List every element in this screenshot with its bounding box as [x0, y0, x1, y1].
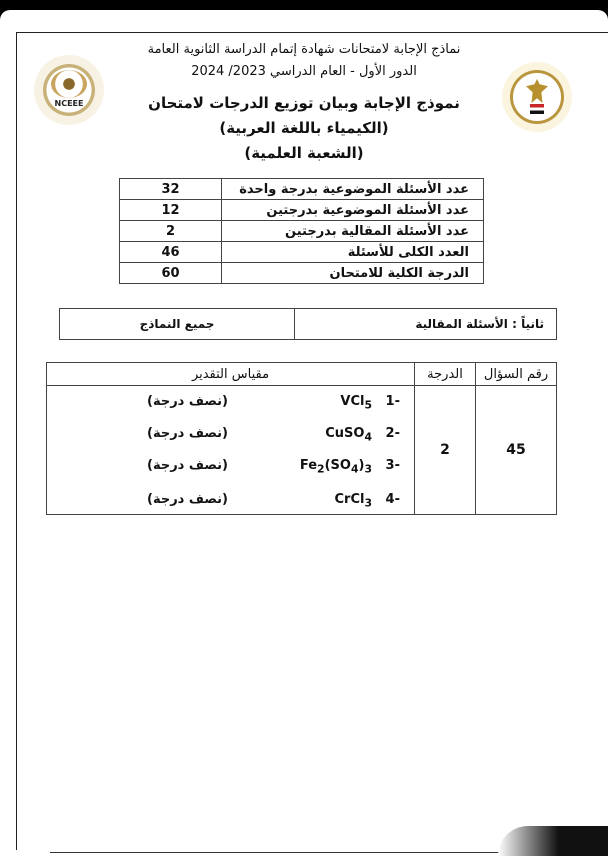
item-number: -2: [385, 426, 400, 441]
rubric-item: [47, 458, 414, 478]
rubric-cell: [47, 386, 415, 515]
summary-value: 32: [120, 179, 222, 200]
section-row: [60, 309, 557, 340]
document-page: [0, 10, 608, 856]
header-rubric: مقياس التقدير: [47, 363, 415, 386]
summary-table: [119, 178, 484, 284]
summary-value: 2: [120, 221, 222, 242]
answer-row: [47, 386, 557, 515]
summary-value: 60: [120, 263, 222, 284]
summary-label: الدرجة الكلية للامتحان: [222, 263, 484, 284]
footer-line: [50, 852, 510, 853]
subject-name: (الكيمياء باللغة العربية): [219, 119, 389, 137]
summary-label: العدد الكلى للأسئلة: [222, 242, 484, 263]
document-title: نموذج الإجابة وبيان توزيع الدرجات لامتحان: [148, 94, 460, 112]
question-grade: 2: [415, 386, 476, 515]
branch-name: (الشعبة العلمية): [244, 144, 364, 162]
summary-row: [120, 200, 484, 221]
chemical-formula: CrCl$_3$: [334, 492, 372, 510]
summary-label: عدد الأسئلة الموضوعية بدرجة واحدة: [222, 179, 484, 200]
rubric-item: [47, 426, 414, 446]
chemical-formula: CuSO$_4$: [325, 426, 372, 444]
item-score-note: (نصف درجة): [147, 426, 228, 441]
header-line-1: نماذج الإجابة لامتحانات شهادة إتمام الدراسة الثانوية العامة: [147, 42, 461, 57]
summary-label: عدد الأسئلة المقالية بدرجتين: [222, 221, 484, 242]
page-border-top: [16, 32, 608, 33]
chemical-formula: $Fe_2(SO_4)_3$: [299, 458, 372, 476]
header-line-2: الدور الأول - العام الدراسي 2023/ 2024: [191, 64, 417, 79]
item-number: -4: [385, 492, 400, 507]
rubric-item: [47, 394, 414, 414]
item-score-note: (نصف درجة): [147, 492, 228, 507]
header-question-number: رقم السؤال: [476, 363, 557, 386]
summary-label: عدد الأسئلة الموضوعية بدرجتين: [222, 200, 484, 221]
section-table: [59, 308, 557, 340]
item-number: -1: [385, 394, 400, 409]
section-title: ثانياً : الأسئلة المقالية: [295, 309, 557, 340]
summary-row: [120, 221, 484, 242]
item-score-note: (نصف درجة): [147, 394, 228, 409]
chemical-formula: VCl$_5$: [340, 394, 372, 412]
summary-row: [120, 242, 484, 263]
rubric-item: [47, 492, 414, 512]
item-number: -3: [385, 458, 400, 473]
header-grade: الدرجة: [415, 363, 476, 386]
page-corner-shadow: [498, 826, 608, 856]
summary-row: [120, 263, 484, 284]
nceee-logo-label: NCEEE: [54, 99, 84, 108]
question-number: 45: [476, 386, 557, 515]
section-models: جميع النماذج: [60, 309, 295, 340]
answers-table: [46, 362, 557, 515]
summary-value: 46: [120, 242, 222, 263]
answers-header-row: [47, 363, 557, 386]
summary-row: [120, 179, 484, 200]
item-score-note: (نصف درجة): [147, 458, 228, 473]
summary-value: 12: [120, 200, 222, 221]
